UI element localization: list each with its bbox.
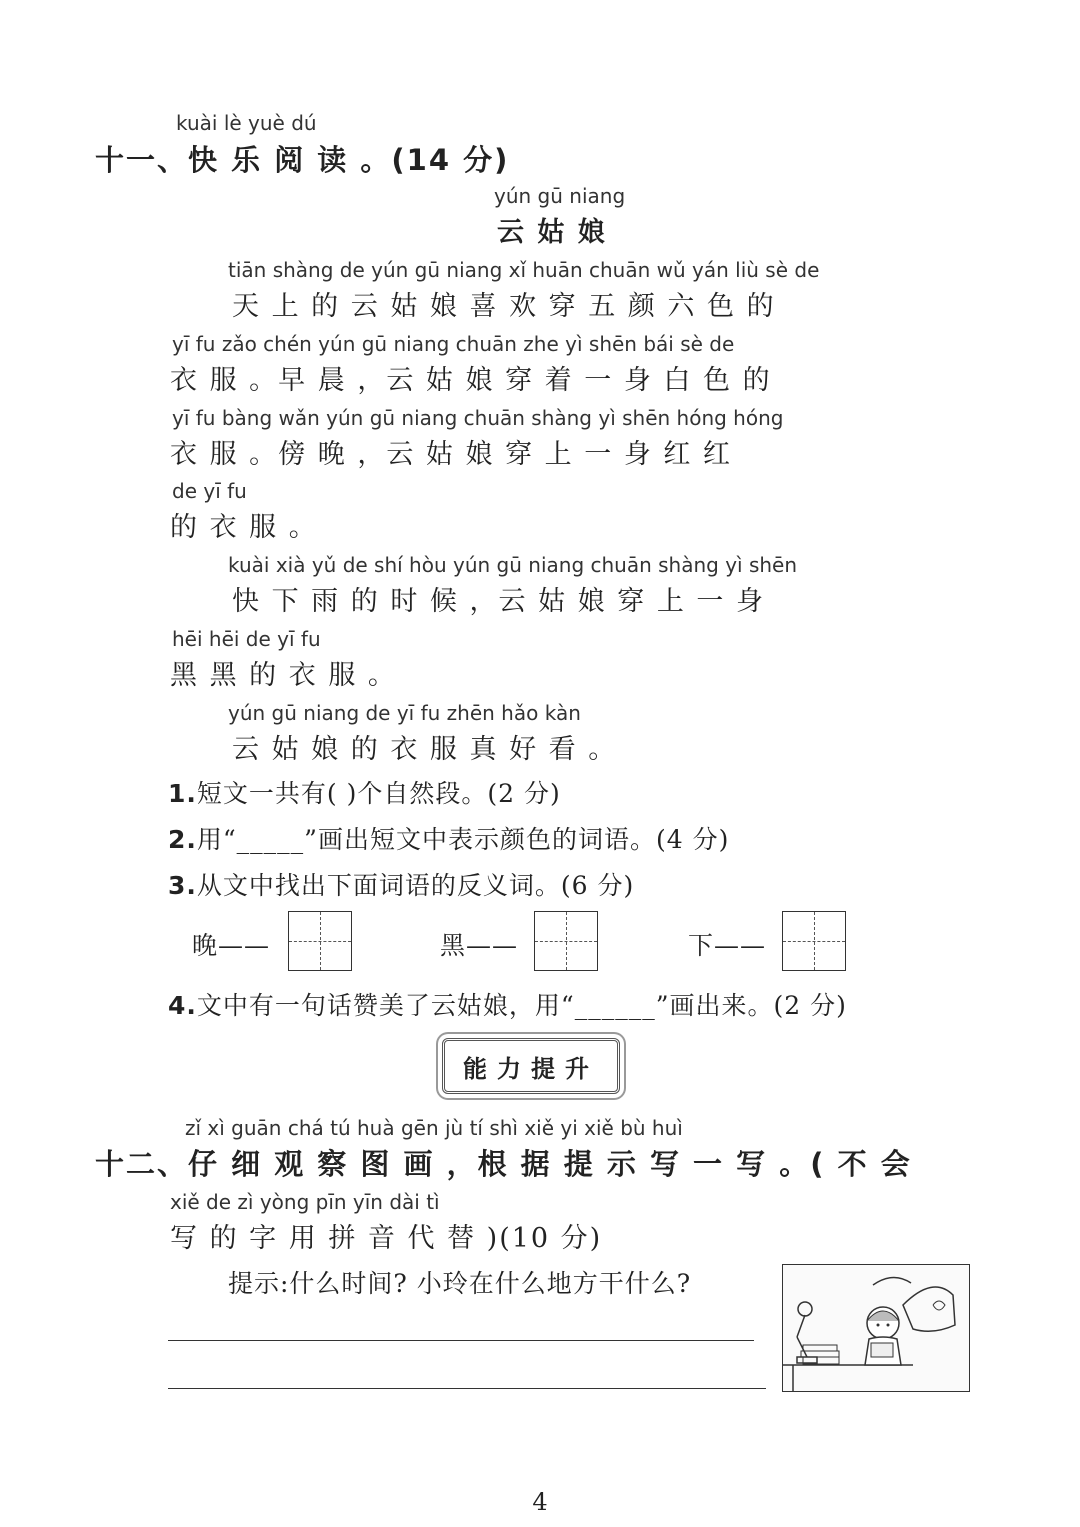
- illustration-drawing: [783, 1265, 969, 1391]
- writing-line-2[interactable]: [168, 1388, 766, 1389]
- story-line-2: 衣 服 。早 晨 ，云 姑 娘 穿 着 一 身 白 色 的: [170, 365, 772, 396]
- story-line-5-pinyin: kuài xià yǔ de shí hòu yún gū niang chuān shàng yì shēn: [228, 553, 798, 577]
- story-line-6: 黑 黑 的 衣 服 。: [170, 660, 397, 691]
- answer-box-1[interactable]: [288, 911, 352, 971]
- question-3-number: 3.: [168, 871, 197, 900]
- story-title-pinyin: yún gū niang: [494, 184, 626, 208]
- story-line-5: 快 下 雨 的 时 候 ，云 姑 娘 穿 上 一 身: [232, 586, 765, 617]
- answer-box-3[interactable]: [782, 911, 846, 971]
- story-line-2-pinyin: yī fu zǎo chén yún gū niang chuān zhe yì shēn bái sè de: [172, 332, 735, 356]
- section11-pinyin: kuài lè yuè dú: [176, 111, 317, 135]
- story-line-4: 的 衣 服 。: [170, 512, 318, 543]
- story-line-1: 天 上 的 云 姑 娘 喜 欢 穿 五 颜 六 色 的: [232, 291, 776, 322]
- question-4: [168, 986, 847, 1022]
- antonym-label-1: 晚——: [192, 931, 271, 960]
- story-line-3: 衣 服 。傍 晚 ，云 姑 娘 穿 上 一 身 红 红: [170, 439, 732, 470]
- story-line-7: 云 姑 娘 的 衣 服 真 好 看 。: [232, 734, 618, 765]
- story-line-1-pinyin: tiān shàng de yún gū niang xǐ huān chuān wǔ yán liù sè de: [228, 258, 820, 282]
- writing-line-1[interactable]: [168, 1340, 754, 1341]
- girl-reading-illustration: [782, 1264, 970, 1392]
- question-1-text: 短文一共有( )个自然段。(2 分): [196, 779, 561, 808]
- section11-title: 十一、快 乐 阅 读 。(14 分): [95, 143, 510, 177]
- story-line-6-pinyin: hēi hēi de yī fu: [172, 627, 321, 651]
- story-line-7-pinyin: yún gū niang de yī fu zhēn hǎo kàn: [228, 701, 581, 725]
- question-4-text: 文中有一句话赞美了云姑娘，用“______”画出来。(2 分): [196, 991, 847, 1020]
- story-line-3-pinyin: yī fu bàng wǎn yún gū niang chuān shàng yì shēn hóng hóng: [172, 406, 784, 430]
- ability-badge: 能力提升: [442, 1038, 620, 1094]
- question-4-number: 4.: [168, 991, 197, 1020]
- hint-text: 提示:什么时间? 小玲在什么地方干什么?: [228, 1269, 692, 1298]
- page-number: 4: [532, 1488, 548, 1516]
- story-title: 云 姑 娘: [497, 217, 607, 248]
- section12-line2-pinyin: xiě de zì yòng pīn yīn dài tì: [170, 1190, 440, 1214]
- question-2: [168, 820, 729, 856]
- antonym-label-3: 下——: [688, 931, 767, 960]
- question-2-text: 用“_____”画出短文中表示颜色的词语。(4 分): [196, 825, 730, 854]
- antonym-label-2: 黑——: [440, 931, 519, 960]
- question-1-number: 1.: [168, 779, 197, 808]
- section12-line2: 写 的 字 用 拼 音 代 替 )(10 分): [170, 1223, 603, 1254]
- answer-box-2[interactable]: [534, 911, 598, 971]
- question-3: [168, 866, 634, 902]
- question-1: [168, 774, 561, 810]
- question-2-number: 2.: [168, 825, 197, 854]
- section12-line1-pinyin: zǐ xì guān chá tú huà gēn jù tí shì xiě yi xiě bù huì: [185, 1116, 683, 1140]
- section12-title: 十二、仔 细 观 察 图 画 ，根 据 提 示 写 一 写 。( 不 会: [95, 1147, 912, 1181]
- story-line-4-pinyin: de yī fu: [172, 479, 247, 503]
- question-3-text: 从文中找出下面词语的反义词。(6 分): [196, 871, 635, 900]
